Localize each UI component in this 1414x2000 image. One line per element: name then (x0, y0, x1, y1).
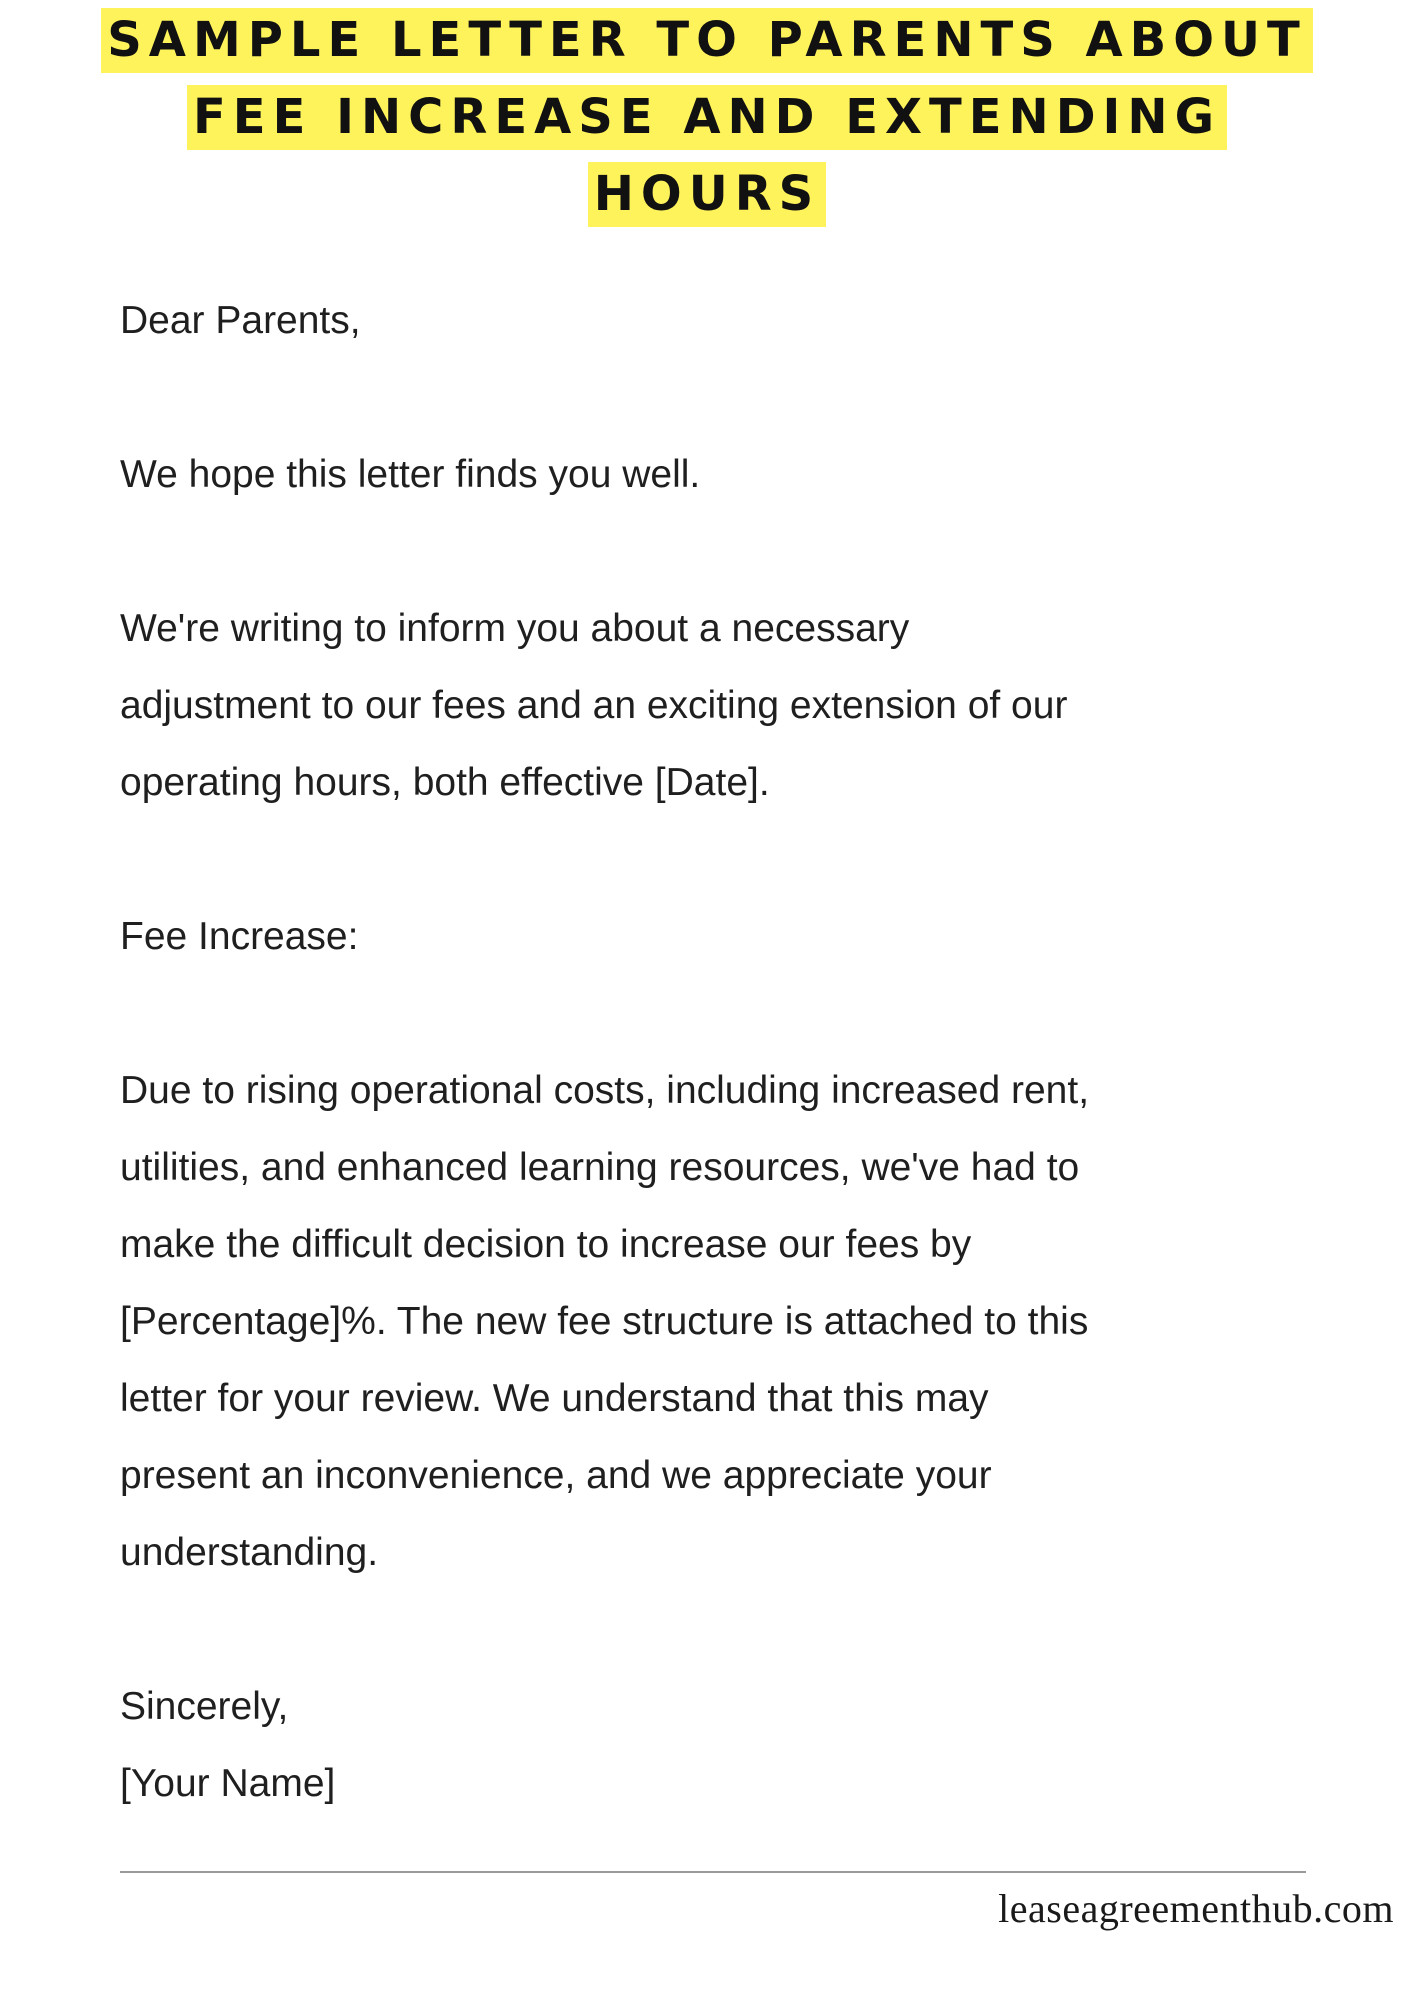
footer-brand: leaseagreementhub.com (998, 1886, 1394, 1931)
signature-placeholder: [Your Name] (120, 1762, 336, 1805)
paragraph-notice (120, 590, 1350, 821)
spacer (120, 1591, 1350, 1668)
title-line-2: FEE INCREASE AND EXTENDING (187, 85, 1227, 150)
spacer (120, 975, 1350, 1052)
paragraph-line: We're writing to inform you about a necessary (120, 607, 910, 650)
paragraph-line: present an inconvenience, and we appreciate your (120, 1454, 992, 1497)
paragraph-fee-increase (120, 1052, 1350, 1591)
salutation: Dear Parents, (120, 299, 361, 342)
letter-body (120, 282, 1350, 1822)
paragraph-line: make the difficult decision to increase our fees by (120, 1223, 972, 1266)
paragraph-line: utilities, and enhanced learning resources, we've had to (120, 1146, 1080, 1189)
footer-divider (120, 1871, 1306, 1873)
paragraph-line: letter for your review. We understand that this may (120, 1377, 989, 1420)
paragraph-line: operating hours, both effective [Date]. (120, 761, 770, 804)
paragraph-line: [Percentage]%. The new fee structure is attached to this (120, 1300, 1089, 1343)
paragraph-line: Due to rising operational costs, including increased rent, (120, 1069, 1090, 1112)
spacer (120, 513, 1350, 590)
spacer (120, 359, 1350, 436)
page-title (0, 8, 1414, 239)
spacer (120, 821, 1350, 898)
paragraph-line: understanding. (120, 1531, 379, 1574)
title-line-1: SAMPLE LETTER TO PARENTS ABOUT (101, 8, 1313, 73)
paragraph-line: adjustment to our fees and an exciting extension of our (120, 684, 1068, 727)
intro-line: We hope this letter finds you well. (120, 453, 701, 496)
section-heading: Fee Increase: (120, 915, 359, 958)
closing: Sincerely, (120, 1685, 289, 1728)
title-line-3: HOURS (588, 162, 826, 227)
